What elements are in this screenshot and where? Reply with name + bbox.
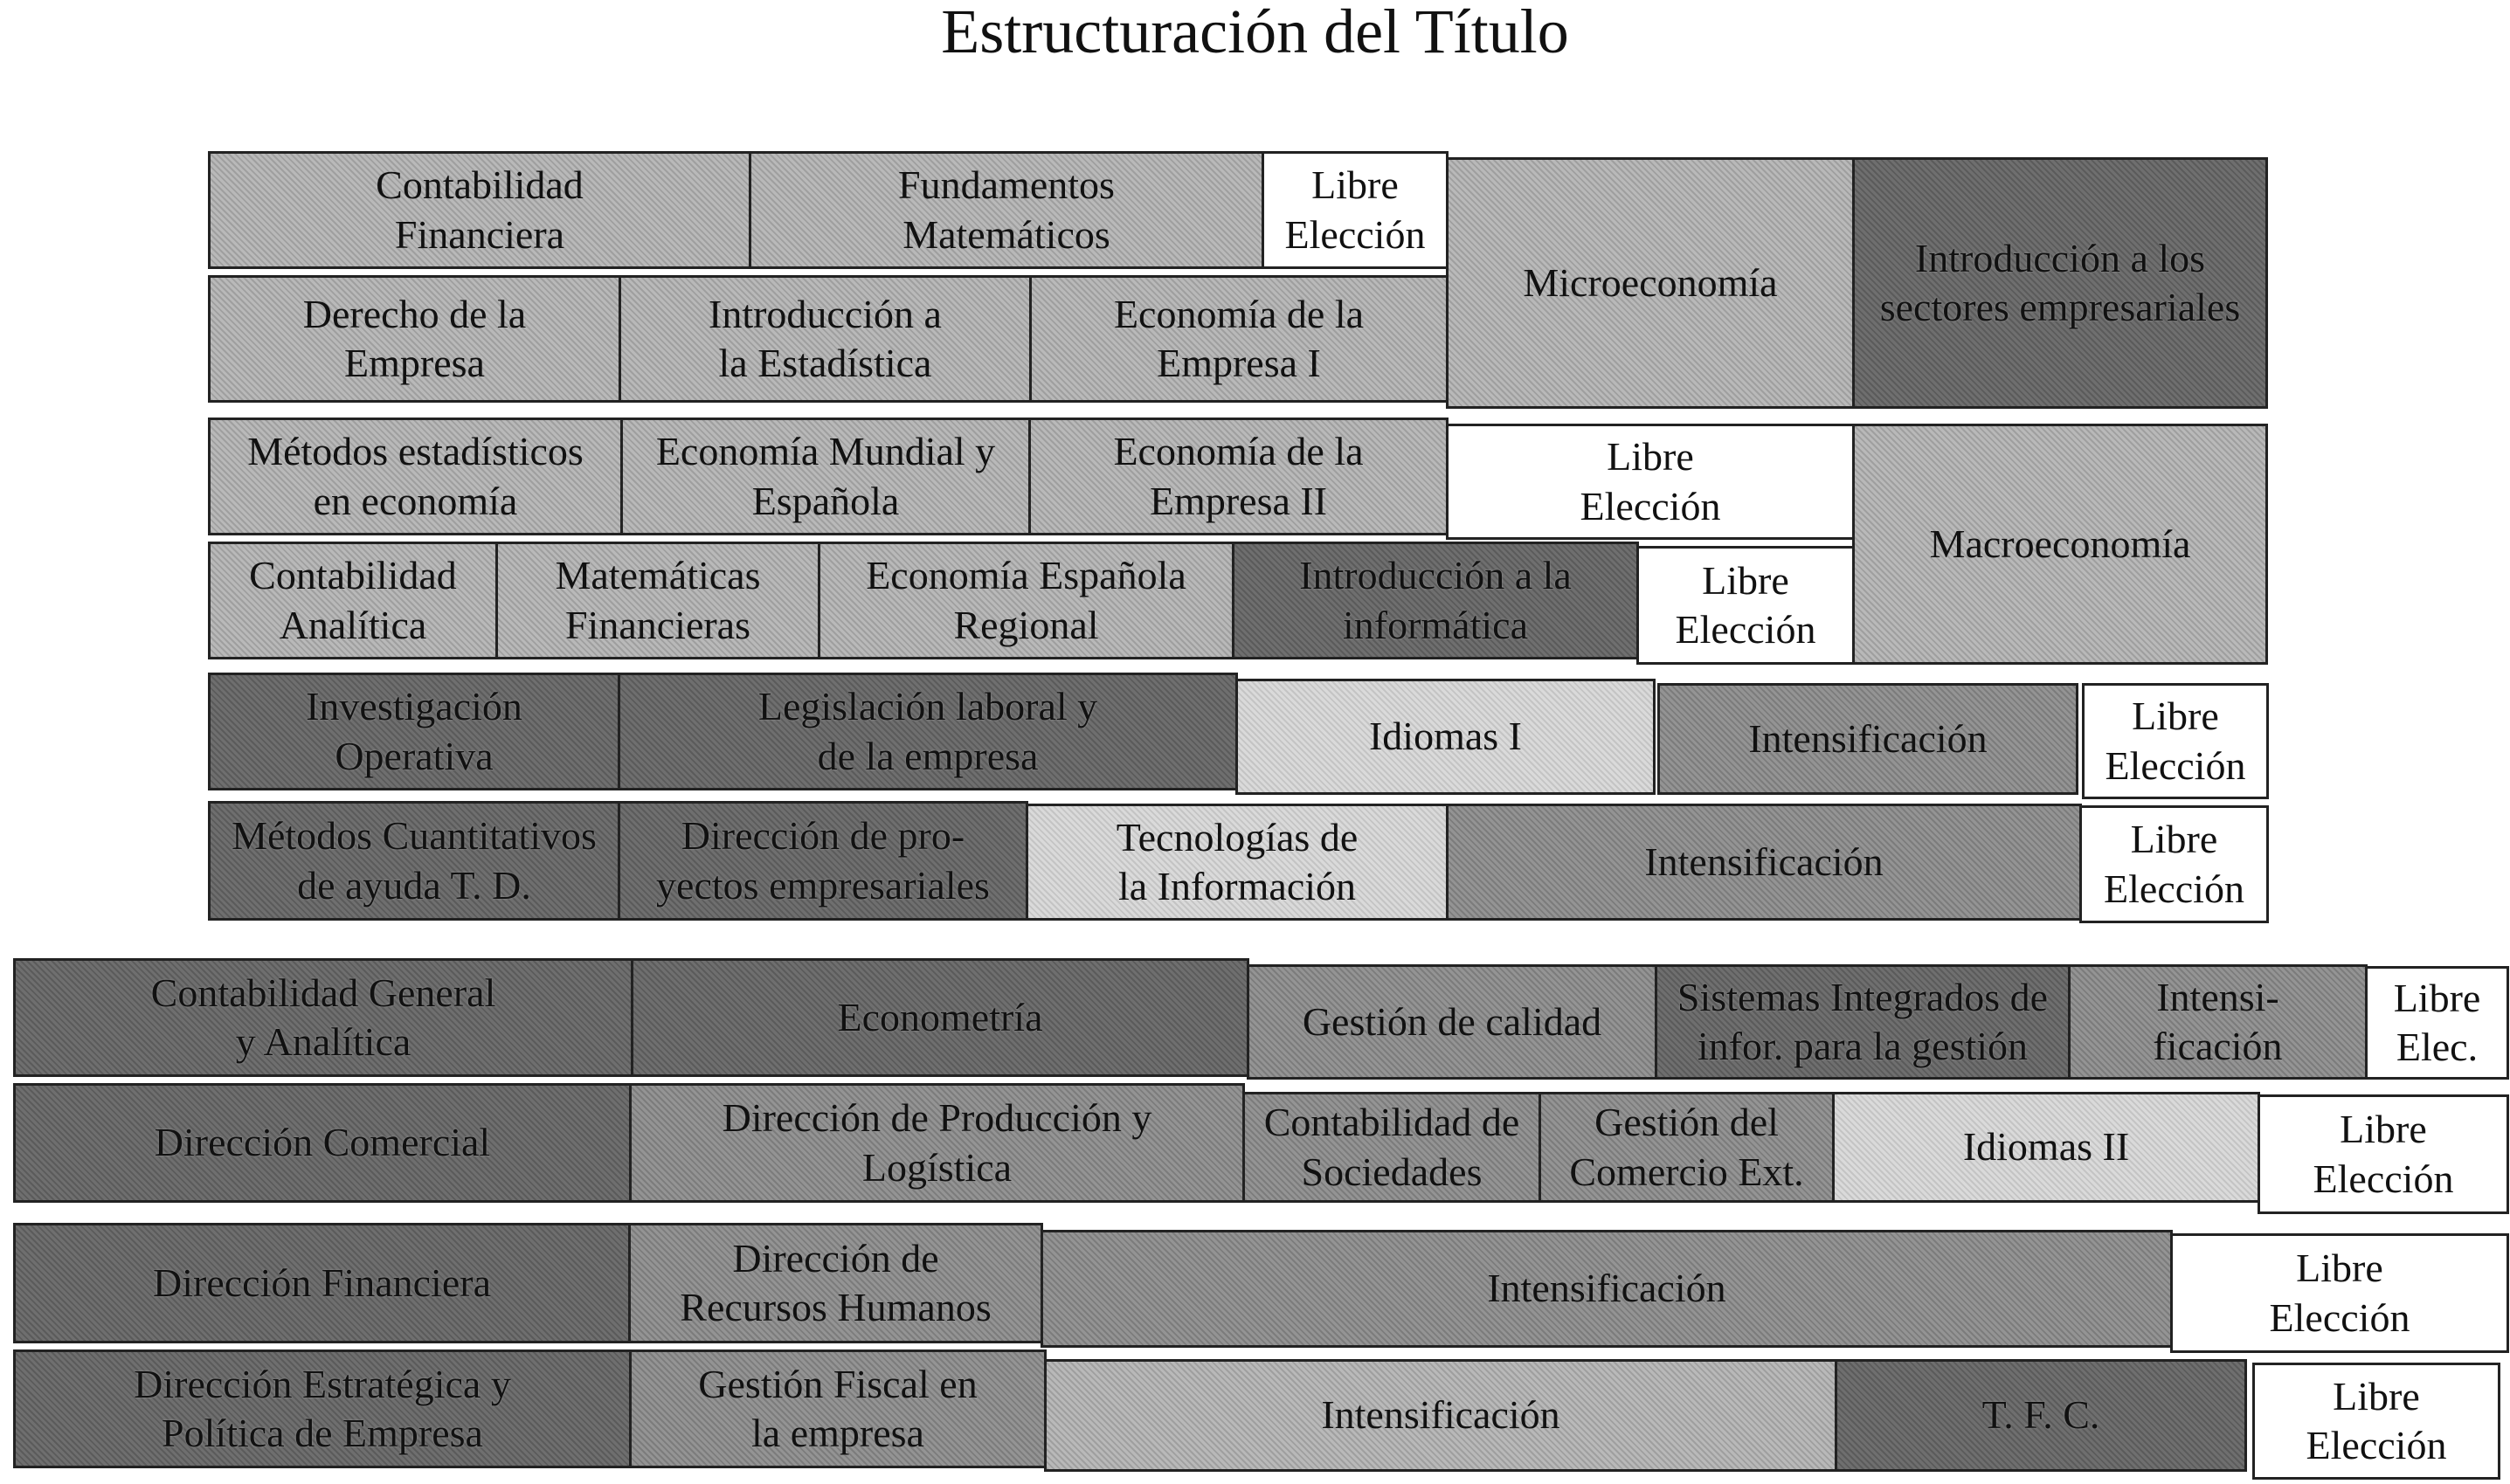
block-economia-espanola-regional: Economía Española Regional (818, 542, 1234, 659)
block-investigacion-operativa: Investigación Operativa (208, 673, 620, 790)
block-libre-eleccion: Libre Elección (2079, 805, 2269, 923)
block-contabilidad-sociedades: Contabilidad de Sociedades (1242, 1092, 1541, 1203)
block-metodos-estadisticos: Métodos estadísticos en economía (208, 418, 623, 535)
block-economia-empresa-2: Economía de la Empresa II (1028, 418, 1449, 535)
block-economia-empresa-1: Economía de la Empresa I (1029, 275, 1449, 403)
block-gestion-fiscal: Gestión Fiscal en la empresa (629, 1349, 1047, 1468)
block-libre-eleccion: Libre Elección (1262, 151, 1449, 269)
block-intensificacion: Intensificación (1446, 804, 2082, 921)
block-introduccion-informatica: Introducción a la informática (1232, 542, 1639, 659)
block-gestion-comercio-exterior: Gestión del Comercio Ext. (1538, 1092, 1835, 1203)
block-direccion-comercial: Dirección Comercial (13, 1083, 632, 1203)
diagram-title: Estructuración del Título (941, 0, 1569, 66)
block-legislacion-laboral: Legislación laboral y de la empresa (618, 673, 1238, 790)
block-libre-eleccion: Libre Elección (2258, 1094, 2509, 1214)
block-tfc: T. F. C. (1835, 1359, 2247, 1472)
block-derecho-empresa: Derecho de la Empresa (208, 275, 621, 403)
block-tecnologias-informacion: Tecnologías de la Información (1026, 804, 1449, 921)
block-intensificacion: Intensi- ficación (2068, 964, 2368, 1080)
block-idiomas-2: Idiomas II (1832, 1092, 2260, 1203)
block-contabilidad-general-analitica: Contabilidad General y Analítica (13, 958, 633, 1077)
block-introduccion-sectores-empresariales: Introducción a los sectores empresariales (1852, 157, 2268, 409)
block-direccion-proyectos: Dirección de pro- yectos empresariales (618, 801, 1028, 921)
block-economia-mundial-espanola: Economía Mundial y Española (620, 418, 1031, 535)
block-matematicas-financieras: Matemáticas Financieras (495, 542, 820, 659)
block-gestion-calidad: Gestión de calidad (1247, 964, 1657, 1080)
block-fundamentos-matematicos: Fundamentos Matemáticos (749, 151, 1264, 269)
block-libre-eleccion: Libre Elección (1446, 424, 1855, 540)
block-intensificacion: Intensificación (1044, 1359, 1837, 1472)
block-libre-eleccion: Libre Elección (2252, 1363, 2500, 1480)
block-intensificacion: Intensificación (1041, 1230, 2173, 1348)
block-direccion-estrategica: Dirección Estratégica y Política de Empresa (13, 1349, 632, 1468)
block-metodos-cuantitativos: Métodos Cuantitativos de ayuda T. D. (208, 801, 620, 921)
block-libre-eleccion: Libre Elección (2082, 683, 2269, 799)
block-libre-eleccion: Libre Elec. (2365, 966, 2509, 1080)
block-econometria: Econometría (631, 958, 1249, 1077)
block-libre-eleccion: Libre Elección (2170, 1233, 2509, 1353)
block-idiomas-1: Idiomas I (1235, 679, 1656, 795)
block-microeconomia: Microeconomía (1446, 157, 1855, 409)
block-direccion-financiera: Dirección Financiera (13, 1223, 631, 1343)
block-direccion-produccion-logistica: Dirección de Producción y Logística (629, 1083, 1245, 1203)
block-sistemas-integrados: Sistemas Integrados de infor. para la gestión (1655, 964, 2071, 1080)
block-direccion-recursos-humanos: Dirección de Recursos Humanos (628, 1223, 1043, 1343)
block-macroeconomia: Macroeconomía (1852, 424, 2268, 665)
block-contabilidad-financiera: Contabilidad Financiera (208, 151, 751, 269)
block-intensificacion: Intensificación (1657, 683, 2078, 795)
block-libre-eleccion: Libre Elección (1636, 546, 1855, 665)
block-contabilidad-analitica: Contabilidad Analítica (208, 542, 498, 659)
block-introduccion-estadistica: Introducción a la Estadística (619, 275, 1032, 403)
